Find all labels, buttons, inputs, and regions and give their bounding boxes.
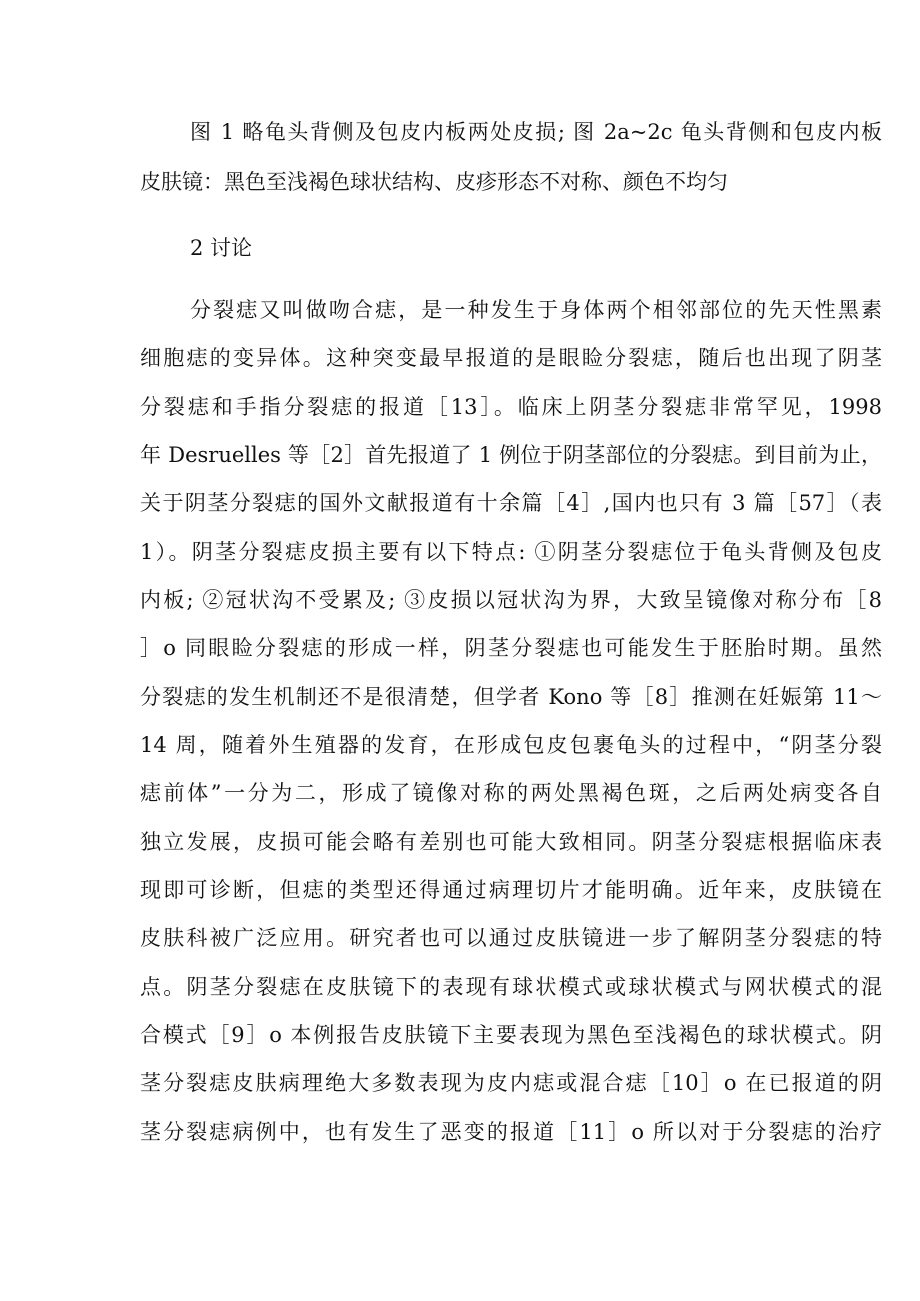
body-line: 现即可诊断，但痣的类型还得通过病理切片才能明确。近年来，皮肤镜在 — [140, 878, 882, 902]
body-line: 分裂痣的发生机制还不是很清楚，但学者 Kono 等［8］推测在妊娠第 11～ — [140, 685, 882, 709]
figure-caption-line-1: 图 1 略龟头背侧及包皮内板两处皮损; 图 2a~2c 龟头背侧和包皮内板 — [190, 120, 882, 144]
figure-caption-line-2: 皮肤镜：黑色至浅褐色球状结构、皮疹形态不对称、颜色不均匀 — [140, 170, 728, 194]
body-line: 合模式［9］o 本例报告皮肤镜下主要表现为黑色至浅褐色的球状模式。阴 — [140, 1023, 882, 1047]
body-line: 独立发展，皮损可能会略有差别也可能大致相同。阴茎分裂痣根据临床表 — [140, 830, 882, 854]
body-line: 茎分裂痣病例中，也有发生了恶变的报道［11］o 所以对于分裂痣的治疗 — [140, 1120, 882, 1144]
body-line: 分裂痣和手指分裂痣的报道［13］。临床上阴茎分裂痣非常罕见，1998 — [140, 395, 882, 419]
body-line: 痣前体”一分为二，形成了镜像对称的两处黑褐色斑，之后两处病变各自 — [140, 781, 882, 805]
body-line: 分裂痣又叫做吻合痣，是一种发生于身体两个相邻部位的先天性黑素 — [190, 298, 882, 322]
body-line: 细胞痣的变异体。这种突变最早报道的是眼睑分裂痣，随后也出现了阴茎 — [140, 346, 882, 370]
body-line: 14 周，随着外生殖器的发育，在形成包皮包裹龟头的过程中，“阴茎分裂 — [140, 733, 882, 757]
body-line: 点。阴茎分裂痣在皮肤镜下的表现有球状模式或球状模式与网状模式的混 — [140, 975, 882, 999]
body-line: 关于阴茎分裂痣的国外文献报道有十余篇［4］,国内也只有 3 篇［57］（表 — [140, 491, 882, 515]
section-heading: 2 讨论 — [190, 236, 253, 260]
body-line: 年 Desruelles 等［2］首先报道了 1 例位于阴茎部位的分裂痣。到目前为止， — [140, 443, 882, 467]
body-line: 内板; ②冠状沟不受累及; ③皮损以冠状沟为界，大致呈镜像对称分布［8 — [140, 588, 882, 612]
body-line: ］o 同眼睑分裂痣的形成一样，阴茎分裂痣也可能发生于胚胎时期。虽然 — [140, 636, 882, 660]
body-line: 1）。阴茎分裂痣皮损主要有以下特点: ①阴茎分裂痣位于龟头背侧及包皮 — [140, 540, 882, 564]
body-line: 皮肤科被广泛应用。研究者也可以通过皮肤镜进一步了解阴茎分裂痣的特 — [140, 926, 882, 950]
body-line: 茎分裂痣皮肤病理绝大多数表现为皮内痣或混合痣［10］o 在已报道的阴 — [140, 1071, 882, 1095]
